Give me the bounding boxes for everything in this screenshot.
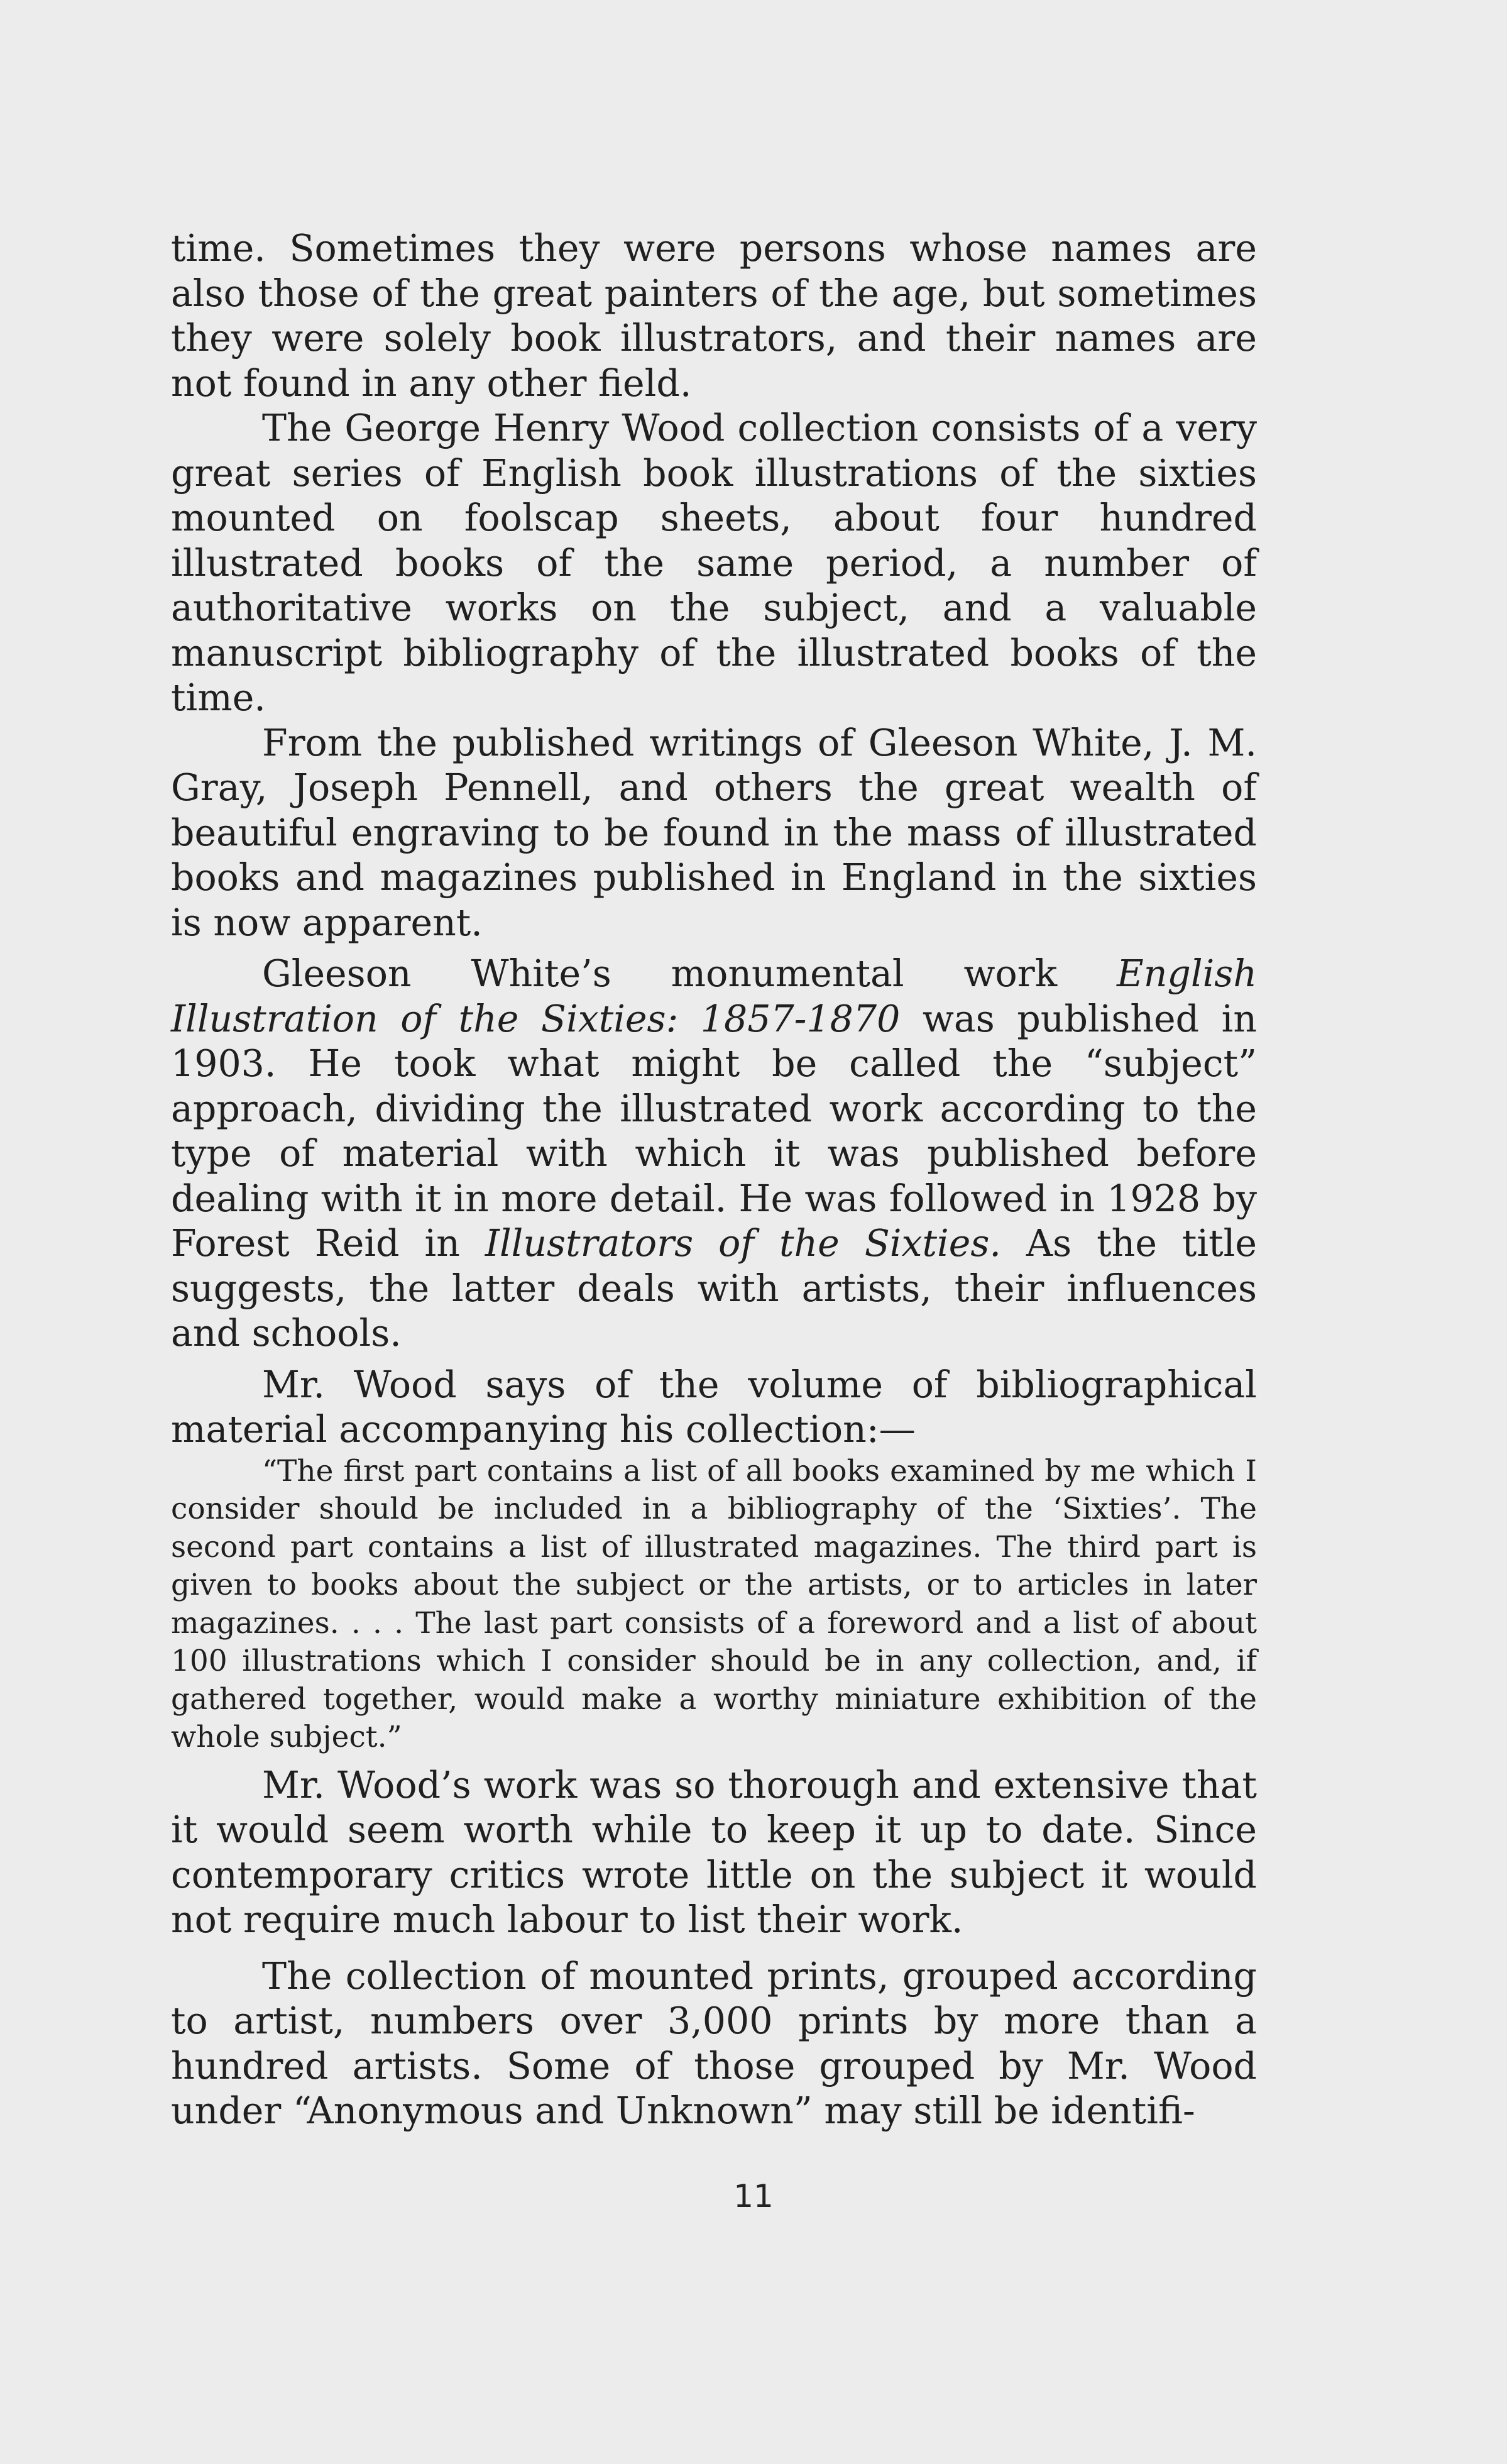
block-quote: “The first part contains a list of all books examined by me which I consider should be included in a bibliography of the ‘Sixties’. The second part contains a list of illustrated magazines. The third part is given to books about the subject or the artists, or to articles in later magazines. . . . The last part consists of a foreword and a list of about 100 illustrations which I consider should be in any collection, and, if gathered together, would make a worthy miniature exhibition of the whole subject.” bbox=[171, 1453, 1257, 1754]
book-title-english-illustration: English Illustration of the Sixties: 1857-1870 bbox=[171, 952, 1257, 1040]
paragraph-1: time. Sometimes they were persons whose names are also those of the great painters of the age, but sometimes they were solely book illustrators, and their names are not found in any other field. bbox=[171, 227, 1257, 405]
body-text bbox=[171, 226, 1257, 2134]
book-title-illustrators: Illustrators of the Sixties. bbox=[485, 1222, 1001, 1265]
paragraph-4-part-b: was published in 1903. He took what might be called the “subject” approach, dividing the illustrated work according to the type of material with which it was published before dealing with it in more detail. He was followed in 1928 by Forest Reid in bbox=[171, 997, 1258, 1265]
paragraph-4 bbox=[171, 952, 1257, 1356]
paragraph-3: From the published writings of Gleeson White, J. M. Gray, Joseph Pennell, and others the great wealth of beautiful engraving to be found in the mass of illustrated books and magazines published in England in the sixties is now apparent. bbox=[171, 721, 1257, 944]
paragraph-2: The George Henry Wood collection consists of a very great series of English book illustrations of the sixties mounted on foolscap sheets, about four hundred illustrated books of the same period, a number of authoritative works on the subject, and a valuable manuscript bibliography of the illustrated books of the time. bbox=[171, 407, 1257, 719]
paragraph-6: Mr. Wood’s work was so thorough and extensive that it would seem worth while to keep it up to date. Since contemporary critics wrote little on the subject it would not require much labour to list their work. bbox=[171, 1763, 1257, 1941]
page-number: 11 bbox=[733, 2178, 774, 2214]
paragraph-5: Mr. Wood says of the volume of bibliographical material accompanying his collection:— bbox=[171, 1363, 1257, 1451]
paragraph-7: The collection of mounted prints, grouped according to artist, numbers over 3,000 prints by more than a hundred artists. Some of those grouped by Mr. Wood under “Anonymous and Unknown” may still be identifi- bbox=[171, 1954, 1257, 2132]
paragraph-4-part-c: As the title suggests, the latter deals with artists, their influences and schools. bbox=[171, 1222, 1257, 1355]
paragraph-4-part-a: Gleeson White’s monumental work bbox=[262, 952, 1117, 995]
